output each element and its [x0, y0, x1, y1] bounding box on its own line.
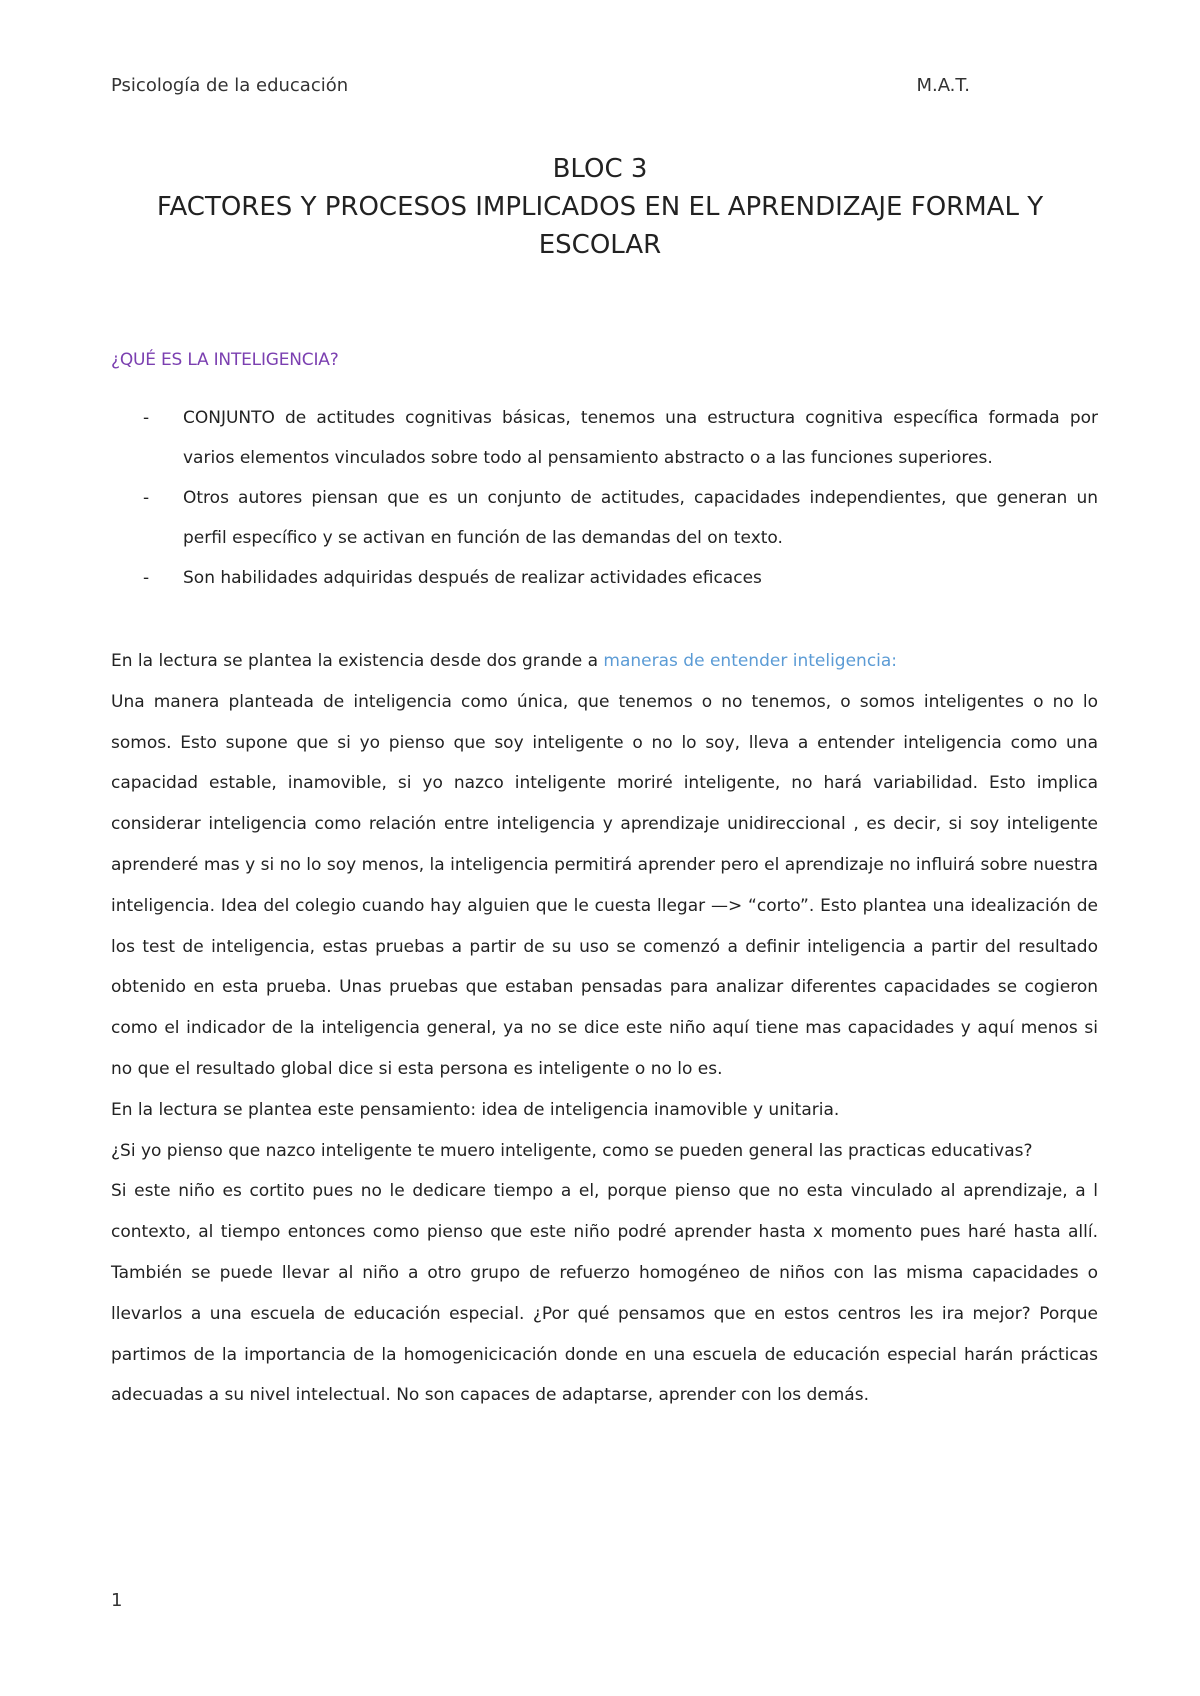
- title-line-3: ESCOLAR: [538, 230, 662, 260]
- paragraph: ¿Si yo pienso que nazco inteligente te muero inteligente, como se pueden general las practicas educativas?: [111, 1140, 1033, 1161]
- course-name: Psicología de la educación: [111, 75, 349, 96]
- title-line-2: FACTORES Y PROCESOS IMPLICADOS EN EL APRENDIZAJE FORMAL Y: [156, 192, 1044, 222]
- paragraph: Una manera planteada de inteligencia como única, que tenemos o no tenemos, o somos inteligentes o no lo somos. Esto supone que si yo pienso que soy inteligente o no lo soy, lleva a entender inteligencia como una capacidad estable, inamovible, si yo nazco inteligente moriré inteligente, no hará variabilidad. Esto implica considerar inteligencia como relación entre inteligencia y aprendizaje unidireccional , es decir, si soy inteligente aprenderé mas y si no lo soy menos, la inteligencia permitirá aprender pero el aprendizaje no influirá sobre nuestra inteligencia. Idea del colegio cuando hay alguien que le cuesta llegar —> “corto”. Esto plantea una idealización de los test de inteligencia, estas pruebas a partir de su uso se comenzó a definir inteligencia a partir del resultado obtenido en esta prueba. Unas pruebas que estaban pensadas para analizar diferentes capacidades se cogieron como el indicador de la inteligencia general, ya no se dice este niño aquí tiene mas capacidades y aquí menos si no que el resultado global dice si esta persona es inteligente o no lo es.: [111, 691, 1098, 1079]
- document-title: [130, 150, 1070, 264]
- bullet-text: CONJUNTO de actitudes cognitivas básicas, tenemos una estructura cognitiva específica formada por varios elementos vinculados sobre todo al pensamiento abstracto o a las funciones superiores.: [183, 408, 1098, 468]
- body-text: [111, 641, 1098, 1416]
- author-initials: M.A.T.: [916, 75, 970, 96]
- list-item: [111, 558, 1098, 598]
- section-heading: ¿QUÉ ES LA INTELIGENCIA?: [111, 350, 339, 370]
- bullet-text: Otros autores piensan que es un conjunto de actitudes, capacidades independientes, que generan un perfil específico y se activan en función de las demandas del on texto.: [183, 488, 1098, 548]
- intro-paragraph: [111, 641, 1098, 682]
- bullet-marker: -: [143, 488, 150, 508]
- list-item: [111, 398, 1098, 478]
- paragraph: En la lectura se plantea este pensamiento: idea de inteligencia inamovible y unitaria.: [111, 1099, 840, 1120]
- list-item: [111, 478, 1098, 558]
- highlighted-phrase: maneras de entender inteligencia:: [603, 651, 898, 671]
- paragraph: Si este niño es cortito pues no le dedicare tiempo a el, porque pienso que no esta vinculado al aprendizaje, a l contexto, al tiempo entonces como pienso que este niño podré aprender hasta x momento pues haré hasta allí. También se puede llevar al niño a otro grupo de refuerzo homogéneo de niños con las misma capacidades o llevarlos a una escuela de educación especial. ¿Por qué pensamos que en estos centros les ira mejor? Porque partimos de la importancia de la homogenicicación donde en una escuela de educación especial harán prácticas adecuadas a su nivel intelectual. No son capaces de adaptarse, aprender con los demás.: [111, 1181, 1098, 1406]
- running-header: [111, 75, 970, 99]
- bullet-list: [111, 398, 1098, 598]
- intro-text: En la lectura se plantea la existencia desde dos grande a: [111, 651, 604, 671]
- title-line-1: BLOC 3: [552, 154, 648, 184]
- bullet-marker: -: [143, 568, 150, 588]
- page-number: 1: [111, 1590, 123, 1611]
- bullet-marker: -: [143, 408, 150, 428]
- bullet-text: Son habilidades adquiridas después de realizar actividades eficaces: [183, 568, 762, 588]
